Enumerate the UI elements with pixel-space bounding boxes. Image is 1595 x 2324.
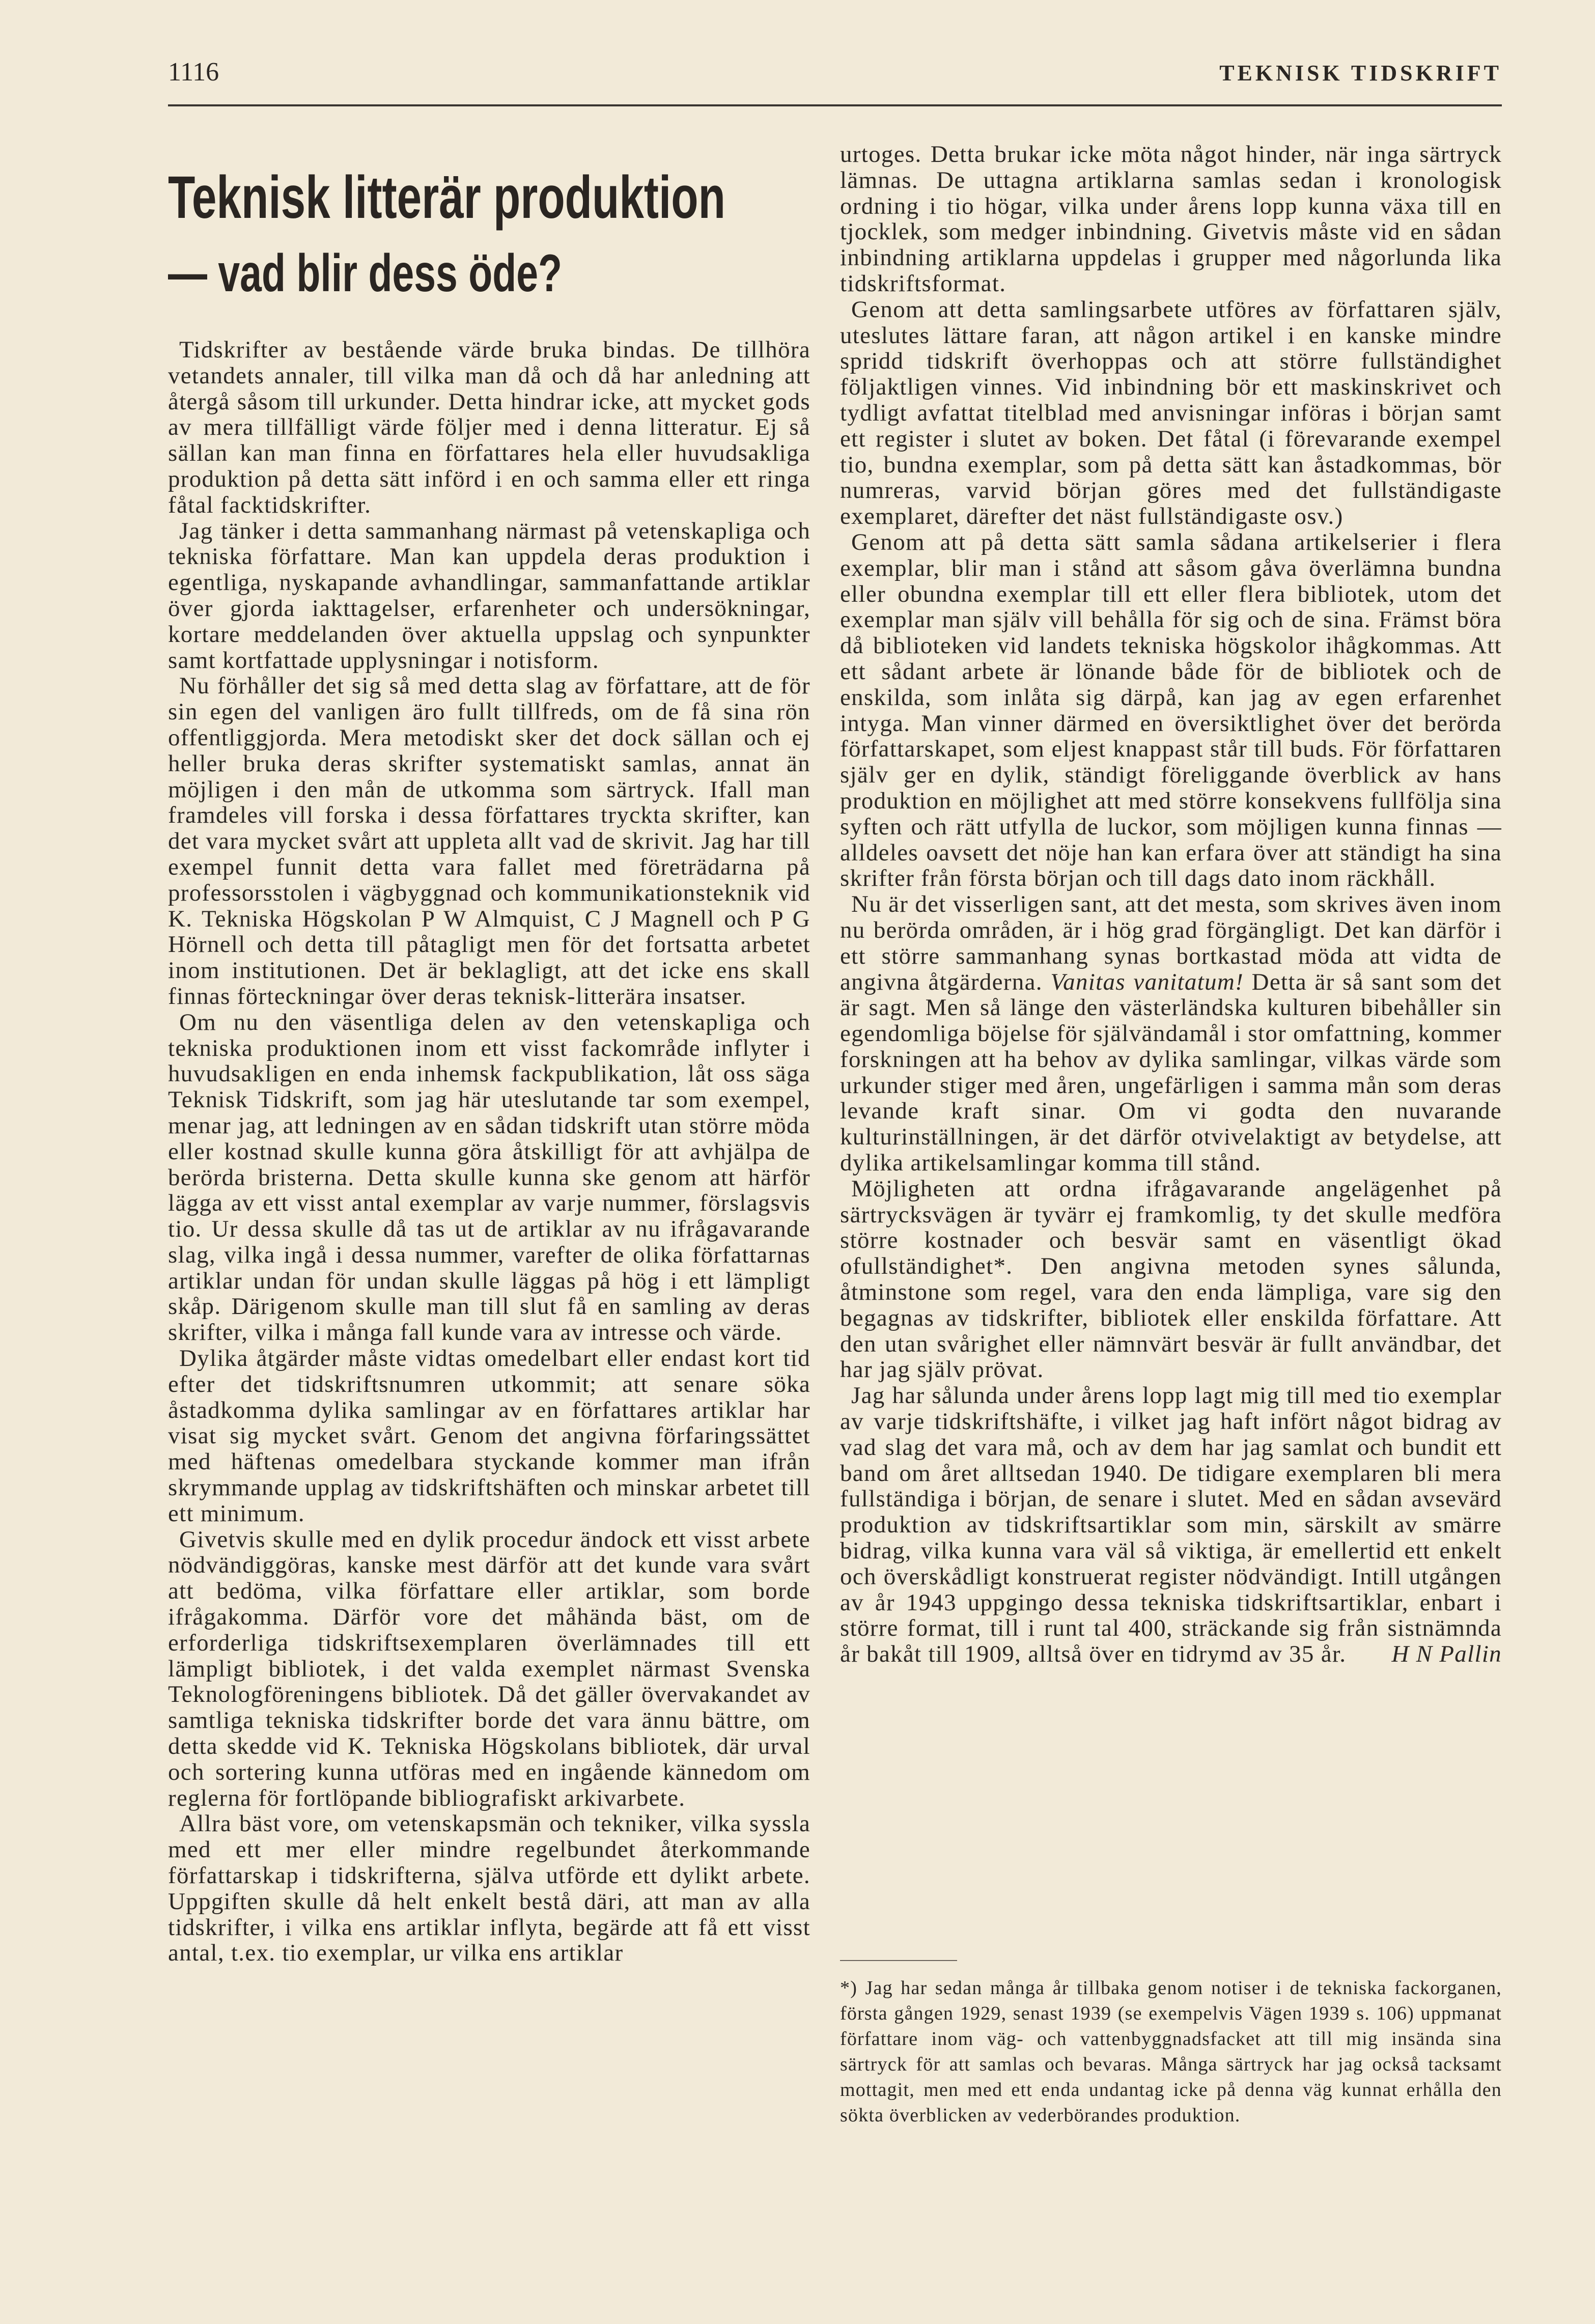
footnote — [840, 1975, 1502, 2128]
article-subtitle: — vad blir dess öde? — [168, 244, 563, 303]
paragraph: Dylika åtgärder måste vidtas omedelbart eller endast kort tid efter det tidskriftsnumren utkommit; att senare söka åstadkomma dylika samlingar av en författares artiklar har visat sig mycket svårt. Genom det angivna förfaringssättet med häftenas omedelbara styckande kommer man ifrån skrymmande upplag av tidskriftshäften och minskar arbetet till ett minimum. — [168, 1345, 810, 1527]
footnote-text: *) Jag har sedan många år tillbaka genom notiser i de tekniska fackorganen, första gången 1929, senast 1939 (se exempelvis Vägen 1939 s. 106) uppmanat författare inom väg- och vattenbyggnadsfacket att till mig insända sina särtryck för att samlas och bevaras. Många särtryck har jag också tacksamt mottagit, men med ett enda undantag icke på denna väg kunnat erhålla den sökta överblicken av vederbörandes produktion. — [840, 1977, 1502, 2126]
header-rule — [168, 104, 1502, 106]
right-column — [840, 142, 1502, 1667]
paragraph: Givetvis skulle med en dylik procedur ändock ett visst arbete nödvändiggöras, kanske mest därför att det kunde vara svårt att bedöma, vilka författare eller artiklar, som borde ifrågakomma. Därför vore det måhända bäst, om de erforderliga tidskriftsexemplaren överlämnades till ett lämpligt bibliotek, i det valda exemplet närmast Svenska Teknologföreningens bibliotek. Då det gäller övervakandet av samtliga tekniska tidskrifter borde det vara ännu bättre, om detta skedde vid K. Tekniska Högskolans bibliotek, där urval och sortering kunna utföras med en ingående kännedom om reglerna för fortlöpande bibliografiskt arkivarbete. — [168, 1526, 810, 1811]
paragraph: Tidskrifter av bestående värde bruka bindas. De tillhöra vetandets annaler, till vilka man då och då har anledning att återgå såsom till urkunder. Detta hindrar icke, att mycket gods av mera tillfälligt värde följer med i denna litteratur. Ej så sällan kan man finna en författares hela eller huvudsakliga produktion på detta sätt införd i en och samma eller ett ringa fåtal facktidskrifter. — [168, 337, 810, 518]
paragraph: Nu förhåller det sig så med detta slag av författare, att de för sin egen del vanligen äro fullt tillfreds, om de få sina rön offentliggjorda. Mera metodiskt sker det dock sällan och ej heller bruka deras skrifter systematiskt samlas, annat än möjligen i den mån de utkomma som särtryck. Ifall man framdeles vill forska i dessa författares tryckta skrifter, kan det vara mycket svårt att uppleta allt vad de skrivit. Jag har till exempel funnit detta vara fallet med företrädarna på professorsstolen i vägbyggnad och kommunikationsteknik vid K. Tekniska Högskolan P W Almquist, C J Magnell och P G Hörnell och detta till påtagligt men för det fortsatta arbetet inom institutionen. Det är beklagligt, att det icke ens skall finnas förteckningar över deras teknisk-litterära insatser. — [168, 673, 810, 1010]
left-column — [168, 337, 810, 1966]
paragraph: Jag tänker i detta sammanhang närmast på vetenskapliga och tekniska författare. Man kan uppdela deras produktion i egentliga, nyskapande avhandlingar, sammanfattande artiklar över gjorda iakttagelser, erfarenheter och undersökningar, kortare meddelanden över aktuella uppslag och synpunkter samt kortfattade upplysningar i notisform. — [168, 517, 810, 674]
page-number: 1116 — [168, 58, 219, 87]
paragraph: Genom att på detta sätt samla sådana artikelserier i flera exemplar, blir man i stånd att såsom gåva överlämna bundna eller obundna exemplar till ett eller flera bibliotek, utom det exemplar man själv vill behålla för sig och de sina. Främst böra då biblioteken vid landets tekniska högskolor ihågkommas. Att ett sådant arbete är lönande både för de bibliotek och de enskilda, som inlåta sig därpå, kan jag av egen erfarenhet intyga. Man vinner därmed en översiktlighet över det berörda författarskapet, som eljest knappast står till buds. För författaren själv ger en dylik, ständigt föreliggande överblick av hans produktion en möjlighet att med större konsekvens fullfölja sina syften och rätt utfylla de luckor, som möjligen kunna finnas — alldeles oavsett det nöje han kan erfara över att ständigt ha sina skrifter från första början och till dags dato inom räckhåll. — [840, 528, 1502, 892]
author-signature: H N Pallin — [1391, 1641, 1502, 1668]
running-header: TEKNISK TIDSKRIFT — [1219, 61, 1502, 86]
paragraph: Genom att detta samlingsarbete utföres av författaren själv, uteslutes lättare faran, att någon artikel i en kanske mindre spridd tidskrift överhoppas och att större fullständighet följaktligen vinnes. Vid inbindning bör ett maskinskrivet och tydligt avfattat titelblad med anvisningar införas i början samt ett register i slutet av boken. Det fåtal (i förevarande exempel tio, bundna exemplar, som på detta sätt kan åstadkommas, bör numreras, varvid början göres med det fullständigaste exemplaret, därefter det näst fullständigaste osv.) — [840, 296, 1502, 530]
article-title: Teknisk litterär produktion — [168, 164, 725, 231]
italic-phrase: Vanitas vanitatum! — [1050, 968, 1244, 995]
paragraph — [840, 891, 1502, 1176]
text: Nu är det visserligen sant, att det mesta, som skrives även inom nu berörda områden, är i hög grad förgängligt. Det kan därför i ett större sammanhang synas bortkastad möda att vidta de angivna åtgärderna. — [840, 891, 1502, 995]
paragraph: urtoges. Detta brukar icke möta något hinder, när inga särtryck lämnas. De uttagna artiklarna samlas sedan i kronologisk ordning i tio högar, vilka under årens lopp kunna växa till en tjocklek, som medger inbindning. Givetvis måste vid en sådan inbindning artiklarna uppdelas i grupper med någorlunda lika tidskriftsformat. — [840, 141, 1502, 297]
footnote-rule — [840, 1960, 957, 1961]
paragraph — [840, 1383, 1502, 1667]
paragraph: Om nu den väsentliga delen av den vetenskapliga och tekniska produktionen inom ett visst fackområde inflyter i huvudsakligen en enda inhemsk fackpublikation, låt oss säga Teknisk Tidskrift, som jag här uteslutande tar som exempel, menar jag, att ledningen av en sådan tidskrift utan större möda eller kostnad skulle kunna göra åtskilligt för att avhjälpa de berörda bristerna. Detta skulle kunna ske genom att härför lägga av ett visst antal exemplar av varje nummer, förslagsvis tio. Ur dessa skulle då tas ut de artiklar av nu ifrågavarande slag, vilka ingå i dessa nummer, varefter de olika författarnas artiklar undan för undan skulle läggas på hög i ett lämpligt skåp. Därigenom skulle man till slut få en samling av deras skrifter, vilka i många fall kunde vara av intresse och värde. — [168, 1009, 810, 1346]
paragraph: Allra bäst vore, om vetenskapsmän och tekniker, vilka syssla med ett mer eller mindre regelbundet återkommande författarskap i tidskrifterna, själva utförde ett dylikt arbete. Uppgiften skulle då helt enkelt bestå däri, att man av alla tidskrifter, i vilka ens artiklar inflyta, begärde att få ett visst antal, t.ex. tio exemplar, ur vilka ens artiklar — [168, 1810, 810, 1967]
text: Detta är så sant som det är sagt. Men så länge den västerländska kulturen bibehåller sin egendomliga böjelse för självändamål i stor omfattning, kommer forskningen att ha behov av dylika samlingar, vilkas värde som urkunder stiger med åren, ungefärligen i samma mån som deras levande kraft sinar. Om vi godta den nuvarande kulturinställningen, är det därför otvivelaktigt av betydelse, att dylika artikelsamlingar komma till stånd. — [840, 968, 1502, 1177]
paragraph: Möjligheten att ordna ifrågavarande angelägenhet på särtrycksvägen är tyvärr ej framkomlig, ty det skulle medföra större kostnader och besvär samt en väsentligt ökad ofullständighet*. Den angivna metoden synes sålunda, åtminstone som regel, vara den enda lämpliga, vare sig den begagnas av tidskrifter, bibliotek eller enskilda författare. Att den utan svårighet eller nämnvärt besvär är fullt användbar, det har jag själv prövat. — [840, 1175, 1502, 1383]
text: Jag har sålunda under årens lopp lagt mig till med tio exemplar av varje tidskriftshäfte, i vilket jag haft infört något bidrag av vad slag det vara må, och av dem har jag samlat och bundit ett band om året alltsedan 1940. De tidigare exemplaren bli mera fullständiga i början, de senare i slutet. Med en sådan avsevärd produktion av tidskriftsartiklar som min, särskilt av smärre bidrag, vilka kunna vara väl så viktiga, är emellertid ett enkelt och överskådligt konstruerat register nödvändigt. Intill utgången av år 1943 uppgingo dessa tekniska tidskriftsartiklar, enbart i större format, till i runt tal 400, sträckande sig från sistnämnda år bakåt till 1909, alltså över en tidrymd av 35 år. — [840, 1382, 1502, 1668]
